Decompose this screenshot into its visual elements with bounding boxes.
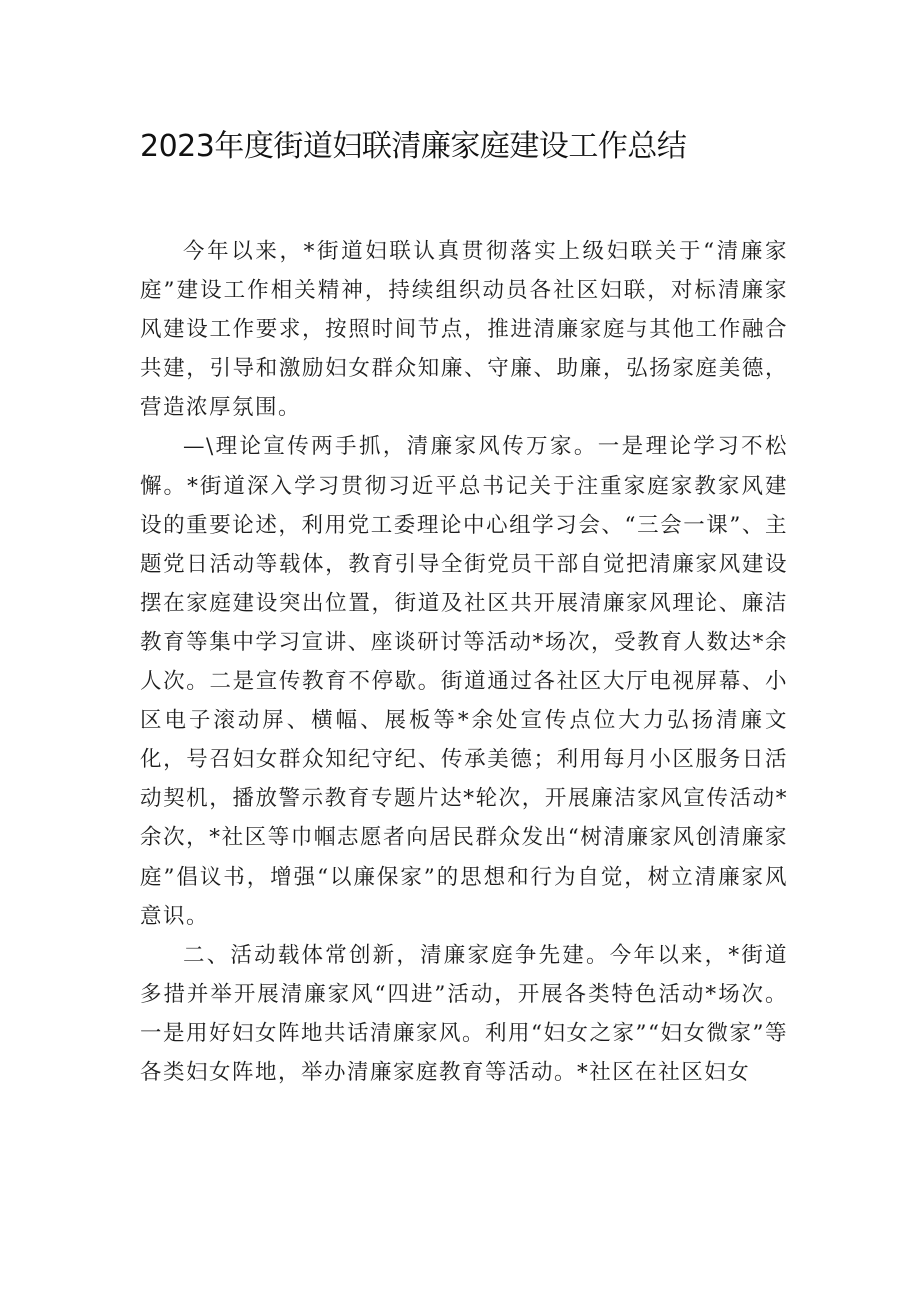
document-body (140, 232, 788, 1092)
paragraph-intro: 今年以来，*街道妇联认真贯彻落实上级妇联关于“清廉家庭”建设工作相关精神，持续组织动员各社区妇联，对标清廉家风建设工作要求，按照时间节点，推进清廉家庭与其他工作融合共建，引导和激励妇女群众知廉、守廉、助廉，弘扬家庭美德，营造浓厚氛围。 (140, 239, 788, 421)
paragraph-section-2: 二、活动载体常创新，清廉家庭争先建。今年以来，*街道多措并举开展清廉家风“四进”活动，开展各类特色活动*场次。一是用好妇女阵地共话清廉家风。利用“妇女之家”“妇女微家”等各类妇女阵地，举办清廉家庭教育等活动。*社区在社区妇女 (140, 942, 788, 1085)
document-title: 2023年度街道妇联清廉家庭建设工作总结 (140, 129, 687, 164)
paragraph-section-1: —\理论宣传两手抓，清廉家风传万家。一是理论学习不松懈。*街道深入学习贯彻习近平总书记关于注重家庭家教家风建设的重要论述，利用党工委理论中心组学习会、“三会一课”、主题党日活动等载体，教育引导全街党员干部自觉把清廉家风建设摆在家庭建设突出位置，街道及社区共开展清廉家风理论、廉洁教育等集中学习宣讲、座谈研讨等活动*场次，受教育人数达*余人次。二是宣传教育不停歇。街道通过各社区大厅电视屏幕、小区电子滚动屏、横幅、展板等*余处宣传点位大力弘扬清廉文化，号召妇女群众知纪守纪、传承美德；利用每月小区服务日活动契机，播放警示教育专题片达*轮次，开展廉洁家风宣传活动*余次，*社区等巾帼志愿者向居民群众发出“树清廉家风创清廉家庭”倡议书，增强“以廉保家”的思想和行为自觉，树立清廉家风意识。 (140, 434, 788, 929)
